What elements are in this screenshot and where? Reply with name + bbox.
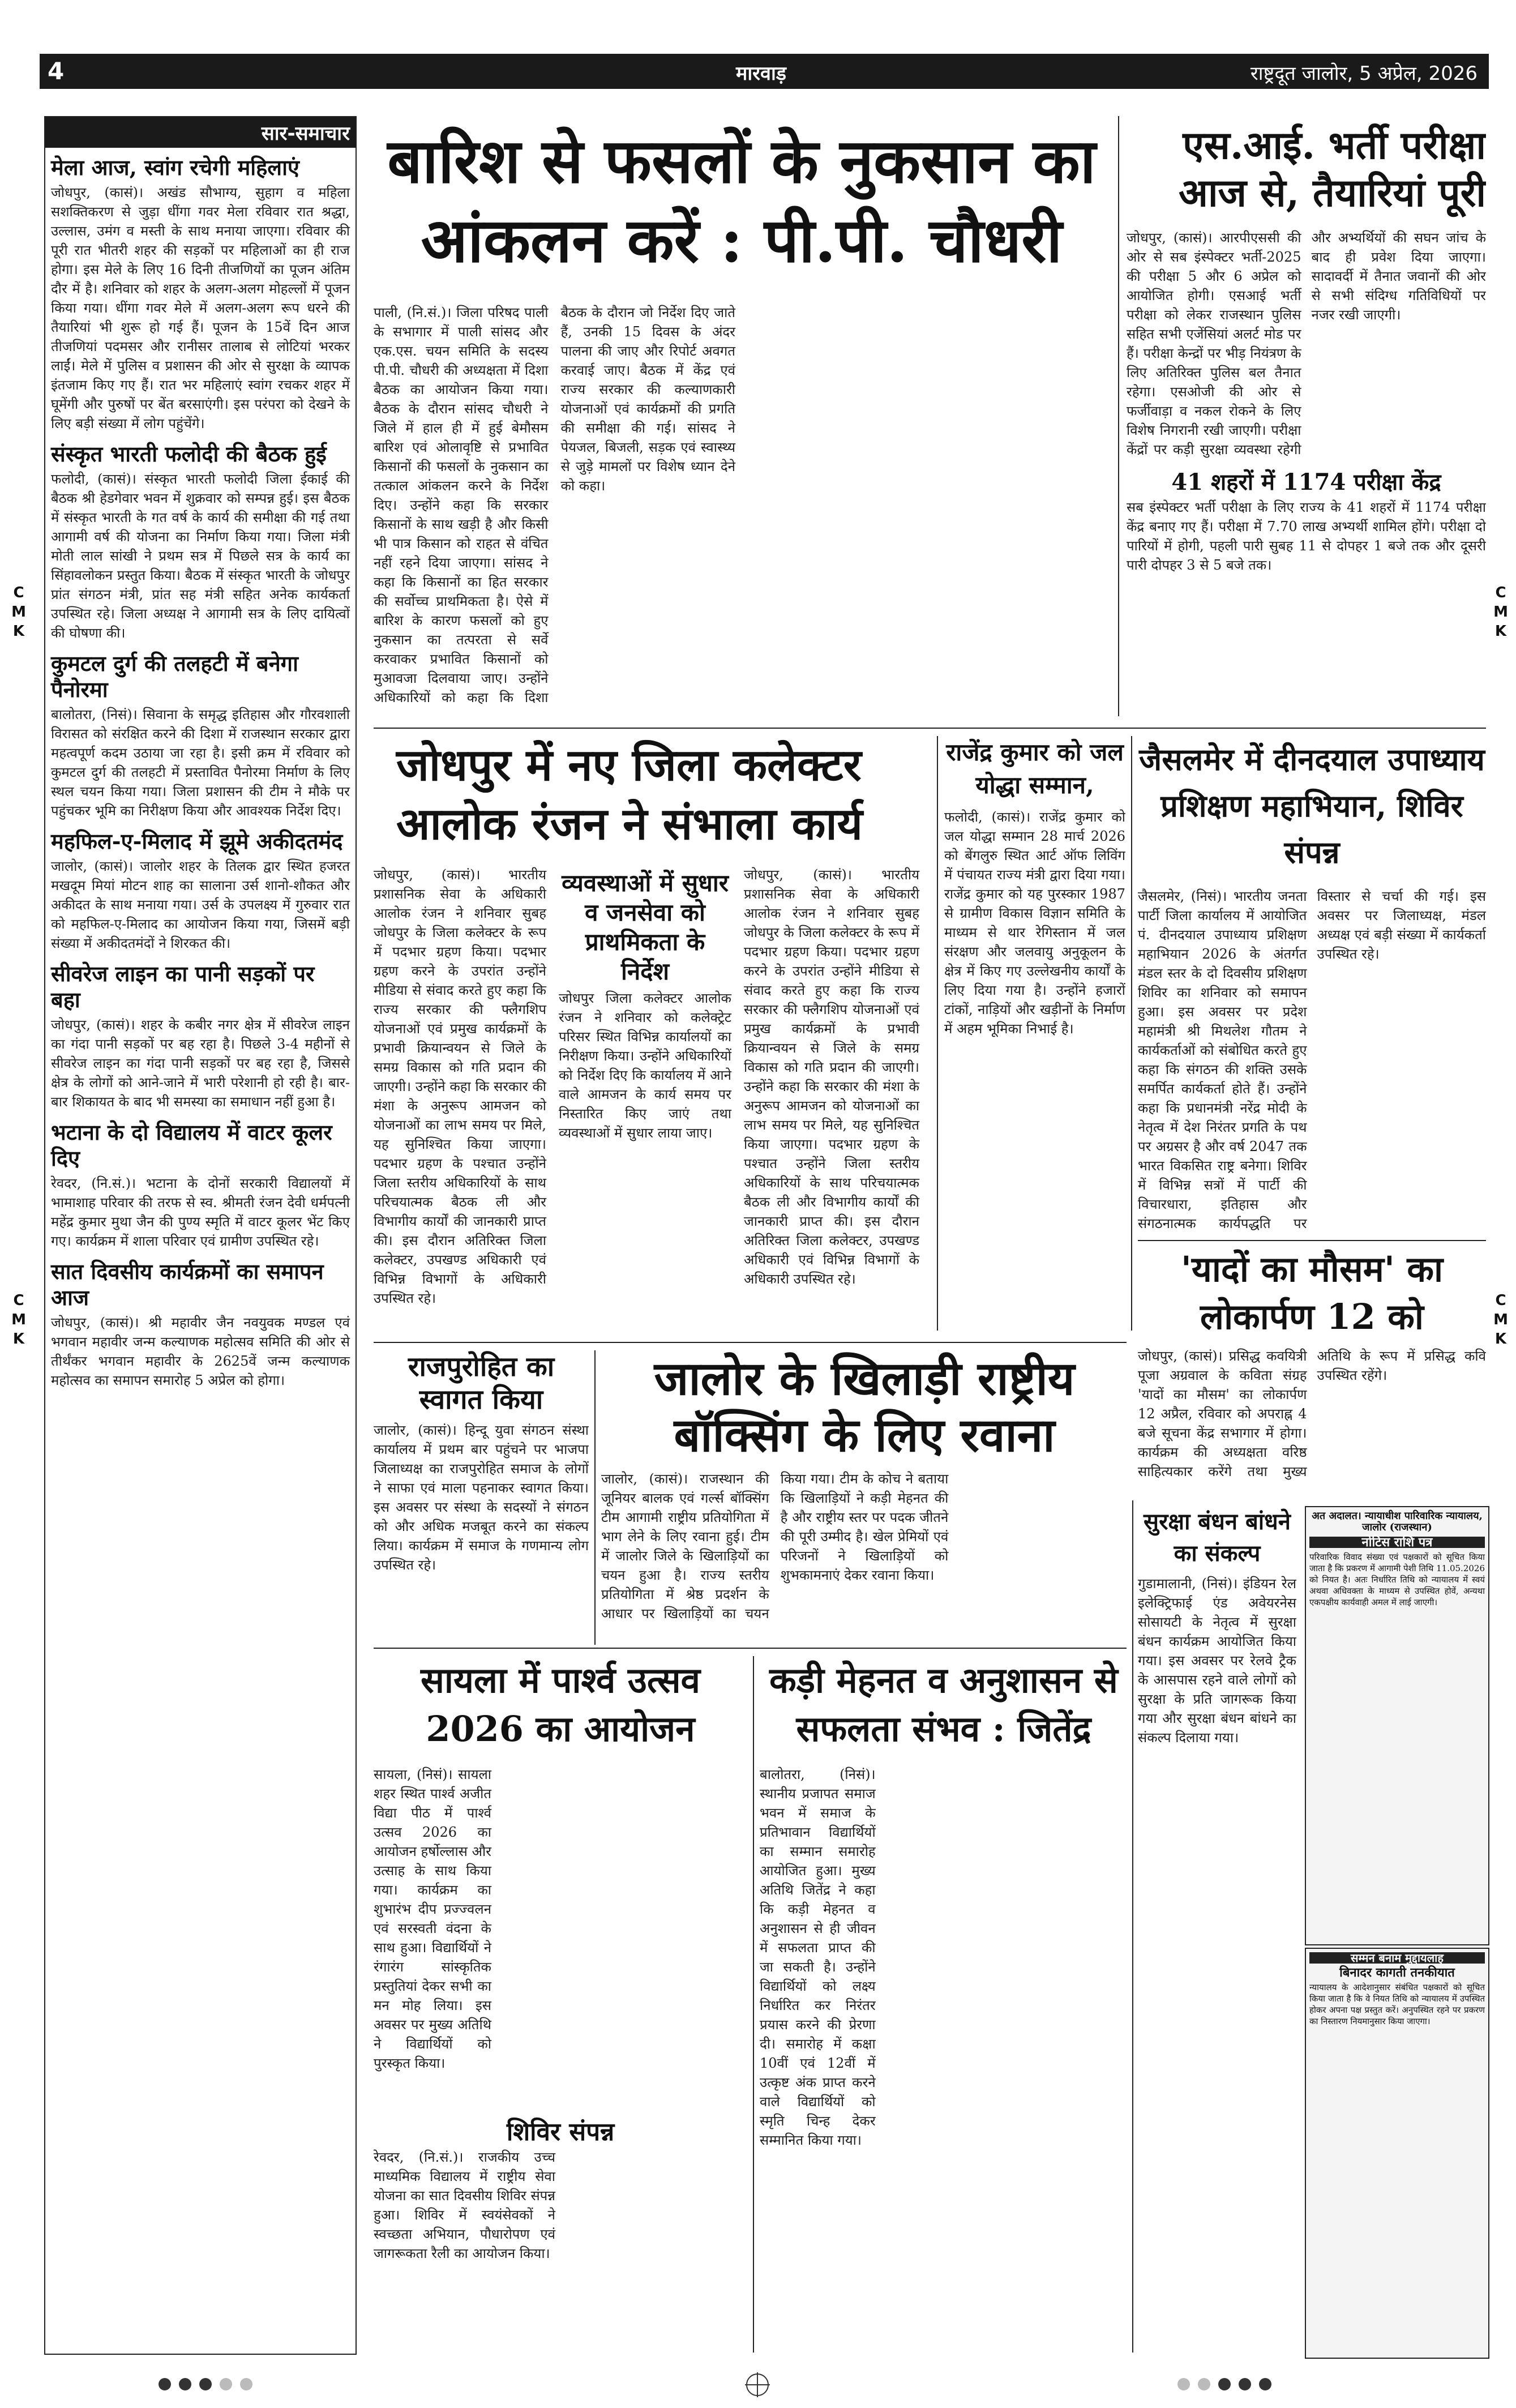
cmk-left-top: C M K bbox=[11, 584, 26, 640]
sayla-body: सायला, (निसं)। सायला शहर स्थित पार्श्व अजीत विद्या पीठ में पार्श्व उत्सव 2026 का आयोजन हर्षोल्लास और उत्साह के साथ किया गया। कार्यक्रम का शुभारंभ दीप प्रज्ज्वलन एवं सरस्वती वंदना के साथ हुआ। विद्यार्थियों ने रंगारंग सांस्कृतिक प्रस्तुतियां देकर सभी का मन मोह लिया। इस अवसर पर मुख्य अतिथि ने विद्यार्थियों को पुरस्कृत किया। bbox=[374, 1767, 491, 2071]
registration-mark bbox=[746, 2373, 769, 2396]
cmk-right-bottom: C M K bbox=[1493, 1292, 1508, 1348]
sidebar-story-body: जोधपुर, (कासं)। शहर के कबीर नगर क्षेत्र में सीवरेज लाइन का गंदा पानी सड़कों पर बह रहा है। पिछले 3-4 महीनों से सीवरेज लाइन का गंदा पानी सड़कों पर बह रहा है, जिससे क्षेत्र के लोगों को आने-जाने में भारी परेशानी हो रही है। बार-बार शिकायत के बाद भी समस्या का समाधान नहीं हुआ है। bbox=[51, 1017, 350, 1110]
sidebar-story-body: फलोदी, (कासं)। संस्कृत भारती फलोदी जिला ईकाई की बैठक श्री हेडगेवार भवन में शुक्रवार को सम्पन्न हुई। इस बैठक में संस्कृत भारती के गत वर्ष के कार्य की समीक्षा की गई तथा आगामी वर्ष की योजना का निर्माण किया गया। जिला मंत्री मोती लाल सांखी ने प्रथम सत्र में पिछले सत्र के कार्य का सिंहावलोकन प्रस्तुत किया। बैठक में संस्कृत भारती के जोधपुर प्रांत संगठन मंत्री, प्रांत सह मंत्री सहित अनेक कार्यकर्ता उपस्थित रहे। जिला अध्यक्ष ने आगामी सत्र के लिए दायित्वों की घोषणा की। bbox=[51, 471, 350, 641]
boxing-story bbox=[601, 1350, 1128, 1645]
jitendra-story bbox=[760, 1656, 1128, 2353]
cmk-right-top: C M K bbox=[1493, 584, 1508, 640]
ssi-headline: एस.आई. भर्ती परीक्षा आज से, तैयारियां पूरी bbox=[1179, 123, 1486, 216]
notice2-body: न्यायालय के आदेशानुसार संबंधित पक्षकारों को सूचित किया जाता है कि वे नियत तिथि को न्यायालय में उपस्थित होकर अपना पक्ष प्रस्तुत करें। अनुपस्थित रहने पर प्रकरण का निस्तारण नियमानुसार किया जाएगा। bbox=[1309, 1982, 1485, 2026]
notice2-title: बिनादर कागती तनकीयात bbox=[1339, 1965, 1455, 1980]
sidebar-story-headline: भटाना के दो विद्यालय में वाटर कूलर दिए bbox=[51, 1119, 332, 1171]
collector-body-col1: जोधपुर, (कासं)। भारतीय प्रशासनिक सेवा के अधिकारी आलोक रंजन ने शनिवार सुबह जोधपुर के जिला कलेक्टर के रूप में पदभार ग्रहण किया। पदभार ग्रहण करने के उपरांत उन्होंने मीडिया से संवाद करते हुए कहा कि राज्य सरकार की फ्लैगशिप योजनाओं एवं प्रमुख कार्यक्रमों के प्रभावी क्रियान्वयन से जिले के समग्र विकास को गति प्रदान की जाएगी। उन्होंने कहा कि सरकार की मंशा के अनुरूप आमजन को योजनाओं का लाभ समय पर मिले, यह सुनिश्चित किया जाएगा। पदभार ग्रहण के पश्चात उन्होंने जिला स्तरीय अधिकारियों के साथ परिचयात्मक बैठक ली और विभागीय कार्यों की जानकारी प्राप्त की। इस दौरान अतिरिक्त जिला कलेक्टर, उपखण्ड अधिकारी एवं विभिन्न विभागों के अधिकारी उपस्थित रहे। bbox=[374, 867, 546, 1306]
jaisalmer-body: जैसलमेर, (निसं)। भारतीय जनता पार्टी जिला कार्यालय में आयोजित पं. दीनदयाल उपाध्याय प्रशिक्षण महाभियान 2026 के अंतर्गत मंडल स्तर के दो दिवसीय प्रशिक्षण शिविर का शनिवार को समापन हुआ। इस अवसर पर प्रदेश महामंत्री श्री मिथलेश गौतम ने कार्यकर्ताओं को संबोधित करते हुए कहा कि संगठन की शक्ति उसके समर्पित कार्यकर्ता होते हैं। उन्होंने कहा कि प्रधानमंत्री नरेंद्र मोदी के नेतृत्व में देश निरंतर प्रगति के पथ पर अग्रसर है और वर्ष 2047 तक भारत विकसित राष्ट्र बनेगा। शिविर में विभिन्न सत्रों में पार्टी की विचारधारा, इतिहास और संगठनात्मक कार्यपद्धति पर विस्तार से चर्चा की गई। इस अवसर पर जिलाध्यक्ष, मंडल अध्यक्ष एवं बड़ी संख्या में कार्यकर्ता उपस्थित रहे। bbox=[1138, 888, 1486, 1231]
rajpurohit-body: जालोर, (कासं)। हिन्दू युवा संगठन संस्था कार्यालय में प्रथम बार पहुंचने पर भाजपा जिलाध्यक्ष का राजपुरोहित समाज के लोगों ने साफा एवं माला पहनाकर स्वागत किया। इस अवसर पर संस्था के सदस्यों ने संगठन को और अधिक मजबूत करने का संकल्प लिया। कार्यक्रम में समाज के गणमान्य लोग उपस्थित रहे। bbox=[374, 1422, 589, 1573]
ssi-subhead: 41 शहरों में 1174 परीक्षा केंद्र bbox=[1171, 469, 1441, 495]
collector-subhead: व्यवस्थाओं में सुधार व जनसेवा को प्राथमिकता के निर्देश bbox=[562, 869, 729, 985]
sidebar-title: सार-समाचार bbox=[45, 117, 356, 148]
jitendra-headline: कड़ी मेहनत व अनुशासन से सफलता संभव : जितेंद्र bbox=[769, 1659, 1118, 1750]
sayla-story bbox=[374, 1656, 747, 2353]
jaisalmer-headline: जैसलमेर में दीनदयाल उपाध्याय प्रशिक्षण महाभियान, शिविर संपन्न bbox=[1139, 741, 1485, 870]
rajendra-story bbox=[944, 736, 1125, 1331]
sidebar-story-headline: सात दिवसीय कार्यक्रमों का समापन आज bbox=[51, 1259, 324, 1310]
rajendra-headline: राजेंद्र कुमार को जल योद्धा सम्मान, bbox=[946, 738, 1124, 799]
collector-body-col3: जोधपुर, (कासं)। भारतीय प्रशासनिक सेवा के अधिकारी आलोक रंजन ने शनिवार सुबह जोधपुर के जिला कलेक्टर के रूप में पदभार ग्रहण किया। पदभार ग्रहण करने के उपरांत उन्होंने मीडिया से संवाद करते हुए कहा कि राज्य सरकार की फ्लैगशिप योजनाओं एवं प्रमुख कार्यक्रमों के प्रभावी क्रियान्वयन से जिले के समग्र विकास को गति प्रदान की जाएगी। उन्होंने कहा कि सरकार की मंशा के अनुरूप आमजन को योजनाओं का लाभ समय पर मिले, यह सुनिश्चित किया जाएगा। पदभार ग्रहण के पश्चात उन्होंने जिला स्तरीय अधिकारियों के साथ परिचयात्मक बैठक ली और विभागीय कार्यों की जानकारी प्राप्त की। इस दौरान अतिरिक्त जिला कलेक्टर, उपखण्ड अधिकारी एवं विभिन्न विभागों के अधिकारी उपस्थित रहे। bbox=[744, 867, 919, 1287]
notice-summons bbox=[1305, 1948, 1489, 2359]
ssi-subbody: सब इंस्पेक्टर भर्ती परीक्षा के लिए राज्य के 41 शहरों में 1174 परीक्षा केंद्र बनाए गए हैं। परीक्षा में 7.70 लाख अभ्यर्थी शामिल होंगे। परीक्षा दो पारियों में होगी, पहली पारी सुबह 11 से दोपहर 1 बजे तक और दूसरी पारी दोपहर 3 से 5 बजे तक। bbox=[1127, 499, 1486, 573]
rajendra-body: फलोदी, (कासं)। राजेंद्र कुमार को जल योद्धा सम्मान 28 मार्च 2026 को बेंगलुरु स्थित आर्ट ऑफ लिविंग में पंचायत राज्य मंत्री द्वारा दिया गया। राजेंद्र कुमार को यह पुरस्कार 1987 से ग्रामीण विकास विज्ञान समिति के माध्यम से थार रेगिस्तान में जल संरक्षण और जलवायु अनुकूलन के क्षेत्र में किए गए उल्लेखनीय कार्यों के लिए दिया गया है। उन्होंने हजारों टांकों, नाड़ियों और खड़ीनों के निर्माण में अहम भूमिका निभाई है। bbox=[944, 809, 1125, 1037]
yaadon-headline: 'यादों का मौसम' का लोकार्पण 12 को bbox=[1180, 1248, 1444, 1337]
ssi-body: जोधपुर, (कासं)। आरपीएससी की ओर से सब इंस्पेक्टर भर्ती-2025 की परीक्षा 5 और 6 अप्रेल को आयोजित होगी। एसआई भर्ती परीक्षा को लेकर राजस्थान पुलिस सहित सभी एजेंसियां अलर्ट मोड पर हैं। परीक्षा केन्द्रों पर भीड़ नियंत्रण के लिए अतिरिक्त पुलिस बल तैनात रहेगा। एसओजी की ओर से फर्जीवाड़ा व नकल रोकने के लिए विशेष निगरानी रखी जाएगी। परीक्षा केंद्रों पर कड़ी सुरक्षा व्यवस्था रहेगी और अभ्यर्थियों की सघन जांच के बाद ही प्रवेश दिया जाएगा। सादावर्दी में तैनात जवानों की ओर से सभी संदिग्ध गतिविधियों पर नजर रखी जाएगी। bbox=[1127, 230, 1486, 457]
main-story bbox=[374, 116, 1110, 728]
notice1-subtitle: अत अदालत। न्यायाधीश पारिवारिक न्यायालय, जालोर (राजस्थान) bbox=[1312, 1510, 1483, 1533]
sidebar-story-headline: महफिल-ए-मिलाद में झूमे अकीदतमंद bbox=[51, 828, 343, 854]
cmk-left-bottom: C M K bbox=[11, 1292, 26, 1348]
main-story-body: पाली, (नि.सं.)। जिला परिषद पाली के सभागार में पाली सांसद और एक.एस. चयन समिति के सदस्य पी.पी. चौधरी की अध्यक्षता में दिशा बैठक का आयोजन किया गया। बैठक के दौरान सांसद चौधरी ने जिले में हाल ही में हुई बेमौसम बारिश एवं ओलावृष्टि से प्रभावित किसानों की फसलों के नुकसान का तत्काल आंकलन करने के निर्देश दिए। उन्होंने कहा कि सरकार किसानों के साथ खड़ी है और किसी भी पात्र किसान को राहत से वंचित नहीं रहने दिया जाएगा। सांसद ने कहा कि किसानों का हित सरकार की सर्वोच्च प्राथमिकता है। ऐसे में बारिश के कारण फसलों को हुए नुकसान का तत्परता से सर्वे करवाकर प्रभावित किसानों को मुआवजा दिलवाया जाए। उन्होंने अधिकारियों को कहा कि दिशा बैठक के दौरान जो निर्देश दिए जाते हैं, उनकी 15 दिवस के अंदर पालना की जाए और रिपोर्ट अवगत करवाई जाए। बैठक में केंद्र एवं राज्य सरकार की कल्याणकारी योजनाओं एवं कार्यक्रमों की प्रगति की समीक्षा की गई। सांसद ने पेयजल, बिजली, सड़क एवं स्वास्थ्य से जुड़े मामलों पर विशेष ध्यान देने को कहा। bbox=[374, 305, 735, 705]
boxing-body: जालोर, (कासं)। राजस्थान की जूनियर बालक एवं गर्ल्स बॉक्सिंग टीम आगामी राष्ट्रीय प्रतियोगिता में भाग लेने के लिए रवाना हुई। टीम में जालोर जिले के खिलाड़ियों का चयन हुआ है। राज्य स्तरीय प्रतियोगिता में श्रेष्ठ प्रदर्शन के आधार पर खिलाड़ियों का चयन किया गया। टीम के कोच ने बताया कि खिलाड़ियों ने कड़ी मेहनत की है और राष्ट्रीय स्तर पर पदक जीतने की पूरी उम्मीद है। खेल प्रेमियों एवं परिजनों ने खिलाड़ियों को शुभकामनाएं देकर रवाना किया। bbox=[601, 1471, 949, 1622]
yaadon-body: जोधपुर, (कासं)। प्रसिद्ध कवयित्री पूजा अग्रवाल के कविता संग्रह 'यादों का मौसम' का लोकार्पण 12 अप्रैल, रविवार को अपराह्न 4 बजे सूचना केंद्र सभागार में होगा। कार्यक्रम की अध्यक्षता वरिष्ठ साहित्यकार करेंगे तथा मुख्य अतिथि के रूप में प्रसिद्ध कवि उपस्थित रहेंगे। bbox=[1138, 1348, 1486, 1479]
page-header bbox=[40, 54, 1489, 89]
suraksha-body: गुडामालानी, (निसं)। इंडियन रेल इलेक्ट्रिफाई एंड अवेयरनेस सोसायटी के नेतृत्व में सुरक्षा बंधन कार्यक्रम आयोजित किया गया। इस अवसर पर रेलवे ट्रैक के आसपास रहने वाले लोगों को सुरक्षा के प्रति जागरूक किया गया और सुरक्षा बंधन बांधने का संकल्प दिलाया गया। bbox=[1138, 1576, 1296, 1746]
color-dots-left bbox=[159, 2378, 252, 2390]
rajpurohit-story bbox=[374, 1350, 589, 1645]
sidebar bbox=[44, 116, 357, 2355]
boxing-headline: जालोर के खिलाड़ी राष्ट्रीय बॉक्सिंग के लिए रवाना bbox=[654, 1351, 1075, 1462]
sayla-headline: सायला में पार्श्व उत्सव 2026 का आयोजन bbox=[420, 1659, 701, 1750]
sayla-subbody: रेवदर, (नि.सं.)। राजकीय उच्च माध्यमिक विद्यालय में राष्ट्रीय सेवा योजना का सात दिवसीय शिविर संपन्न हुआ। शिविर में स्वयंसेवकों ने स्वच्छता अभियान, पौधारोपण एवं जागरूकता रैली का आयोजन किया। bbox=[374, 2149, 555, 2261]
section-name: मारवाड़ bbox=[736, 62, 786, 85]
sidebar-story-headline: मेला आज, स्वांग रचेगी महिलाएं bbox=[51, 155, 299, 180]
sidebar-story-headline: सीवरेज लाइन का पानी सड़कों पर बहा bbox=[51, 961, 315, 1012]
sidebar-story-body: जोधपुर, (कासं)। श्री महावीर जैन नवयुवक मण्डल एवं भगवान महावीर जन्म कल्याणक महोत्सव समिति की ओर से तीर्थंकर भगवान महावीर के 2625वें जन्म कल्याणक महोत्सव का समापन समारोह 5 अप्रेल को होगा। bbox=[51, 1315, 350, 1388]
collector-story bbox=[374, 736, 931, 1348]
main-story-headline: बारिश से फसलों के नुकसान का आंकलन करें : पी.पी. चौधरी bbox=[387, 126, 1096, 276]
jitendra-body: बालोतरा, (निसं)। स्थानीय प्रजापत समाज भवन में समाज के प्रतिभावान विद्यार्थियों का सम्मान समारोह आयोजित हुआ। मुख्य अतिथि जितेंद्र ने कहा कि कड़ी मेहनत व अनुशासन से ही जीवन में सफलता प्राप्त की जा सकती है। उन्होंने विद्यार्थियों को लक्ष्य निर्धारित कर निरंतर प्रयास करने की प्रेरणा दी। समारोह में कक्षा 10वीं एवं 12वीं में उत्कृष्ट अंक प्राप्त करने वाले विद्यार्थियों को स्मृति चिन्ह देकर सम्मानित किया गया। bbox=[760, 1767, 876, 2148]
sayla-subhead: शिविर संपन्न bbox=[506, 2118, 615, 2146]
date-line: राष्ट्रदूत जालोर, 5 अप्रेल, 2026 bbox=[1250, 62, 1478, 85]
notice1-title: नोटिस राशि पत्र bbox=[1309, 1537, 1485, 1548]
rajpurohit-headline: राजपुरोहित का स्वागत किया bbox=[408, 1351, 555, 1415]
yaadon-story bbox=[1138, 1246, 1486, 1495]
sidebar-story-headline: कुमटल दुर्ग की तलहटी में बनेगा पैनोरमा bbox=[51, 651, 298, 702]
sidebar-story-headline: संस्कृत भारती फलोदी की बैठक हुई bbox=[51, 441, 327, 467]
ssi-story bbox=[1127, 116, 1486, 728]
notice-family-court bbox=[1305, 1506, 1489, 1945]
notice1-body: परिवारिक विवाद संख्या एवं पक्षकारों को सूचित किया जाता है कि प्रकरण में आगामी पेशी तिथि 11.05.2026 को नियत है। अतः निर्धारित तिथि को न्यायालय में स्वयं अथवा अधिवक्ता के माध्यम से उपस्थित होवें, अन्यथा एकपक्षीय कार्यवाही अमल में लाई जाएगी। bbox=[1309, 1552, 1485, 1607]
collector-subbody: जोधपुर जिला कलेक्टर आलोक रंजन ने शनिवार को कलेक्ट्रेट परिसर स्थित विभिन्न कार्यालयों का निरीक्षण किया। उन्होंने अधिकारियों को निर्देश दिए कि कार्यालय में आने वाले आमजन के कार्य समय पर निस्तारित किए जाएं तथा व्यवस्थाओं में सुधार लाया जाए। bbox=[559, 990, 731, 1141]
suraksha-story bbox=[1138, 1506, 1296, 2350]
collector-headline: जोधपुर में नए जिला कलेक्टर आलोक रंजन ने संभाला कार्य bbox=[396, 739, 863, 850]
sidebar-story-body: बालोतरा, (निसं)। सिवाना के समृद्ध इतिहास और गौरवशाली विरासत को संरक्षित करने की दिशा में राजस्थान सरकार द्वारा महत्वपूर्ण कदम उठाया जा रहा है। इसी क्रम में रविवार को कुमटल दुर्ग की तलहटी में प्रस्तावित पैनोरमा निर्माण के लिए स्थल चयन किया गया। जिला प्रशासन की टीम ने मौके पर पहुंचकर भूमि का निरीक्षण किया और आवश्यक निर्देश दिए। bbox=[51, 707, 350, 819]
suraksha-headline: सुरक्षा बंधन बांधने का संकल्प bbox=[1144, 1508, 1291, 1567]
sidebar-story-body: जालोर, (कासं)। जालोर शहर के तिलक द्वार स्थित हजरत मखदूम मियां मोटन शाह का सालाना उर्स शानो-शौकत और अकीदत के साथ मनाया गया। उर्स के उपलक्ष्य में गुरुवार रात को महफिल-ए-मिलाद का आयोजन किया गया, जिसमें बड़ी संख्या में अकीदतमंदों ने शिरकत की। bbox=[51, 858, 350, 951]
notice2-subtitle: सम्मन बनाम मुद्दायलाह bbox=[1309, 1952, 1485, 1964]
color-dots-right bbox=[1177, 2378, 1271, 2390]
sidebar-story-body: रेवदर, (नि.सं.)। भटाना के दोनों सरकारी विद्यालयों में भामाशाह परिवार की तरफ से स्व. श्रीमती रंजन देवी धर्मपत्नी महेंद्र कुमार मुथा जैन की पुण्य स्मृति में वाटर कूलर भेंट किए गए। कार्यक्रम में शाला परिवार एवं ग्रामीण उपस्थित रहे। bbox=[51, 1175, 350, 1249]
page-number: 4 bbox=[48, 57, 65, 85]
jaisalmer-story bbox=[1138, 736, 1486, 1234]
sidebar-story-body: जोधपुर, (कासं)। अखंड सौभाग्य, सुहाग व महिला सशक्तिकरण से जुड़ा धींगा गवर मेला रविवार रात श्रद्धा, उल्लास, उमंग व मस्ती के साथ मनाया जाएगा। रविवार की पूरी रात भीतरी शहर की सड़कों पर महिलाओं का ही राज होगा। इस मेले के लिए 16 दिनी तीजणियों का पूजन अंतिम दौर में है। शनिवार को शहर के अलग-अलग मोहल्लों में पूजन किया गया। धींगा गवर मेले में अलग-अलग रूप धरने की तैयारियां भी शुरू हो गई हैं। पूजन के 15वें दिन आज तीजणियां पदमसर और रानीसर तालाब से लोटियां भरकर लाईं। मेले में पुलिस व प्रशासन की ओर से सुरक्षा के व्यापक इंतजाम किए गए हैं। रात भर महिलाएं स्वांग रचकर शहर में घूमेंगी और पुरुषों पर बेंत बरसाएंगी। इस परंपरा को देखने के लिए बड़ी संख्या में लोग पहुंचेंगे। bbox=[51, 185, 350, 431]
sidebar-list bbox=[45, 148, 356, 1401]
